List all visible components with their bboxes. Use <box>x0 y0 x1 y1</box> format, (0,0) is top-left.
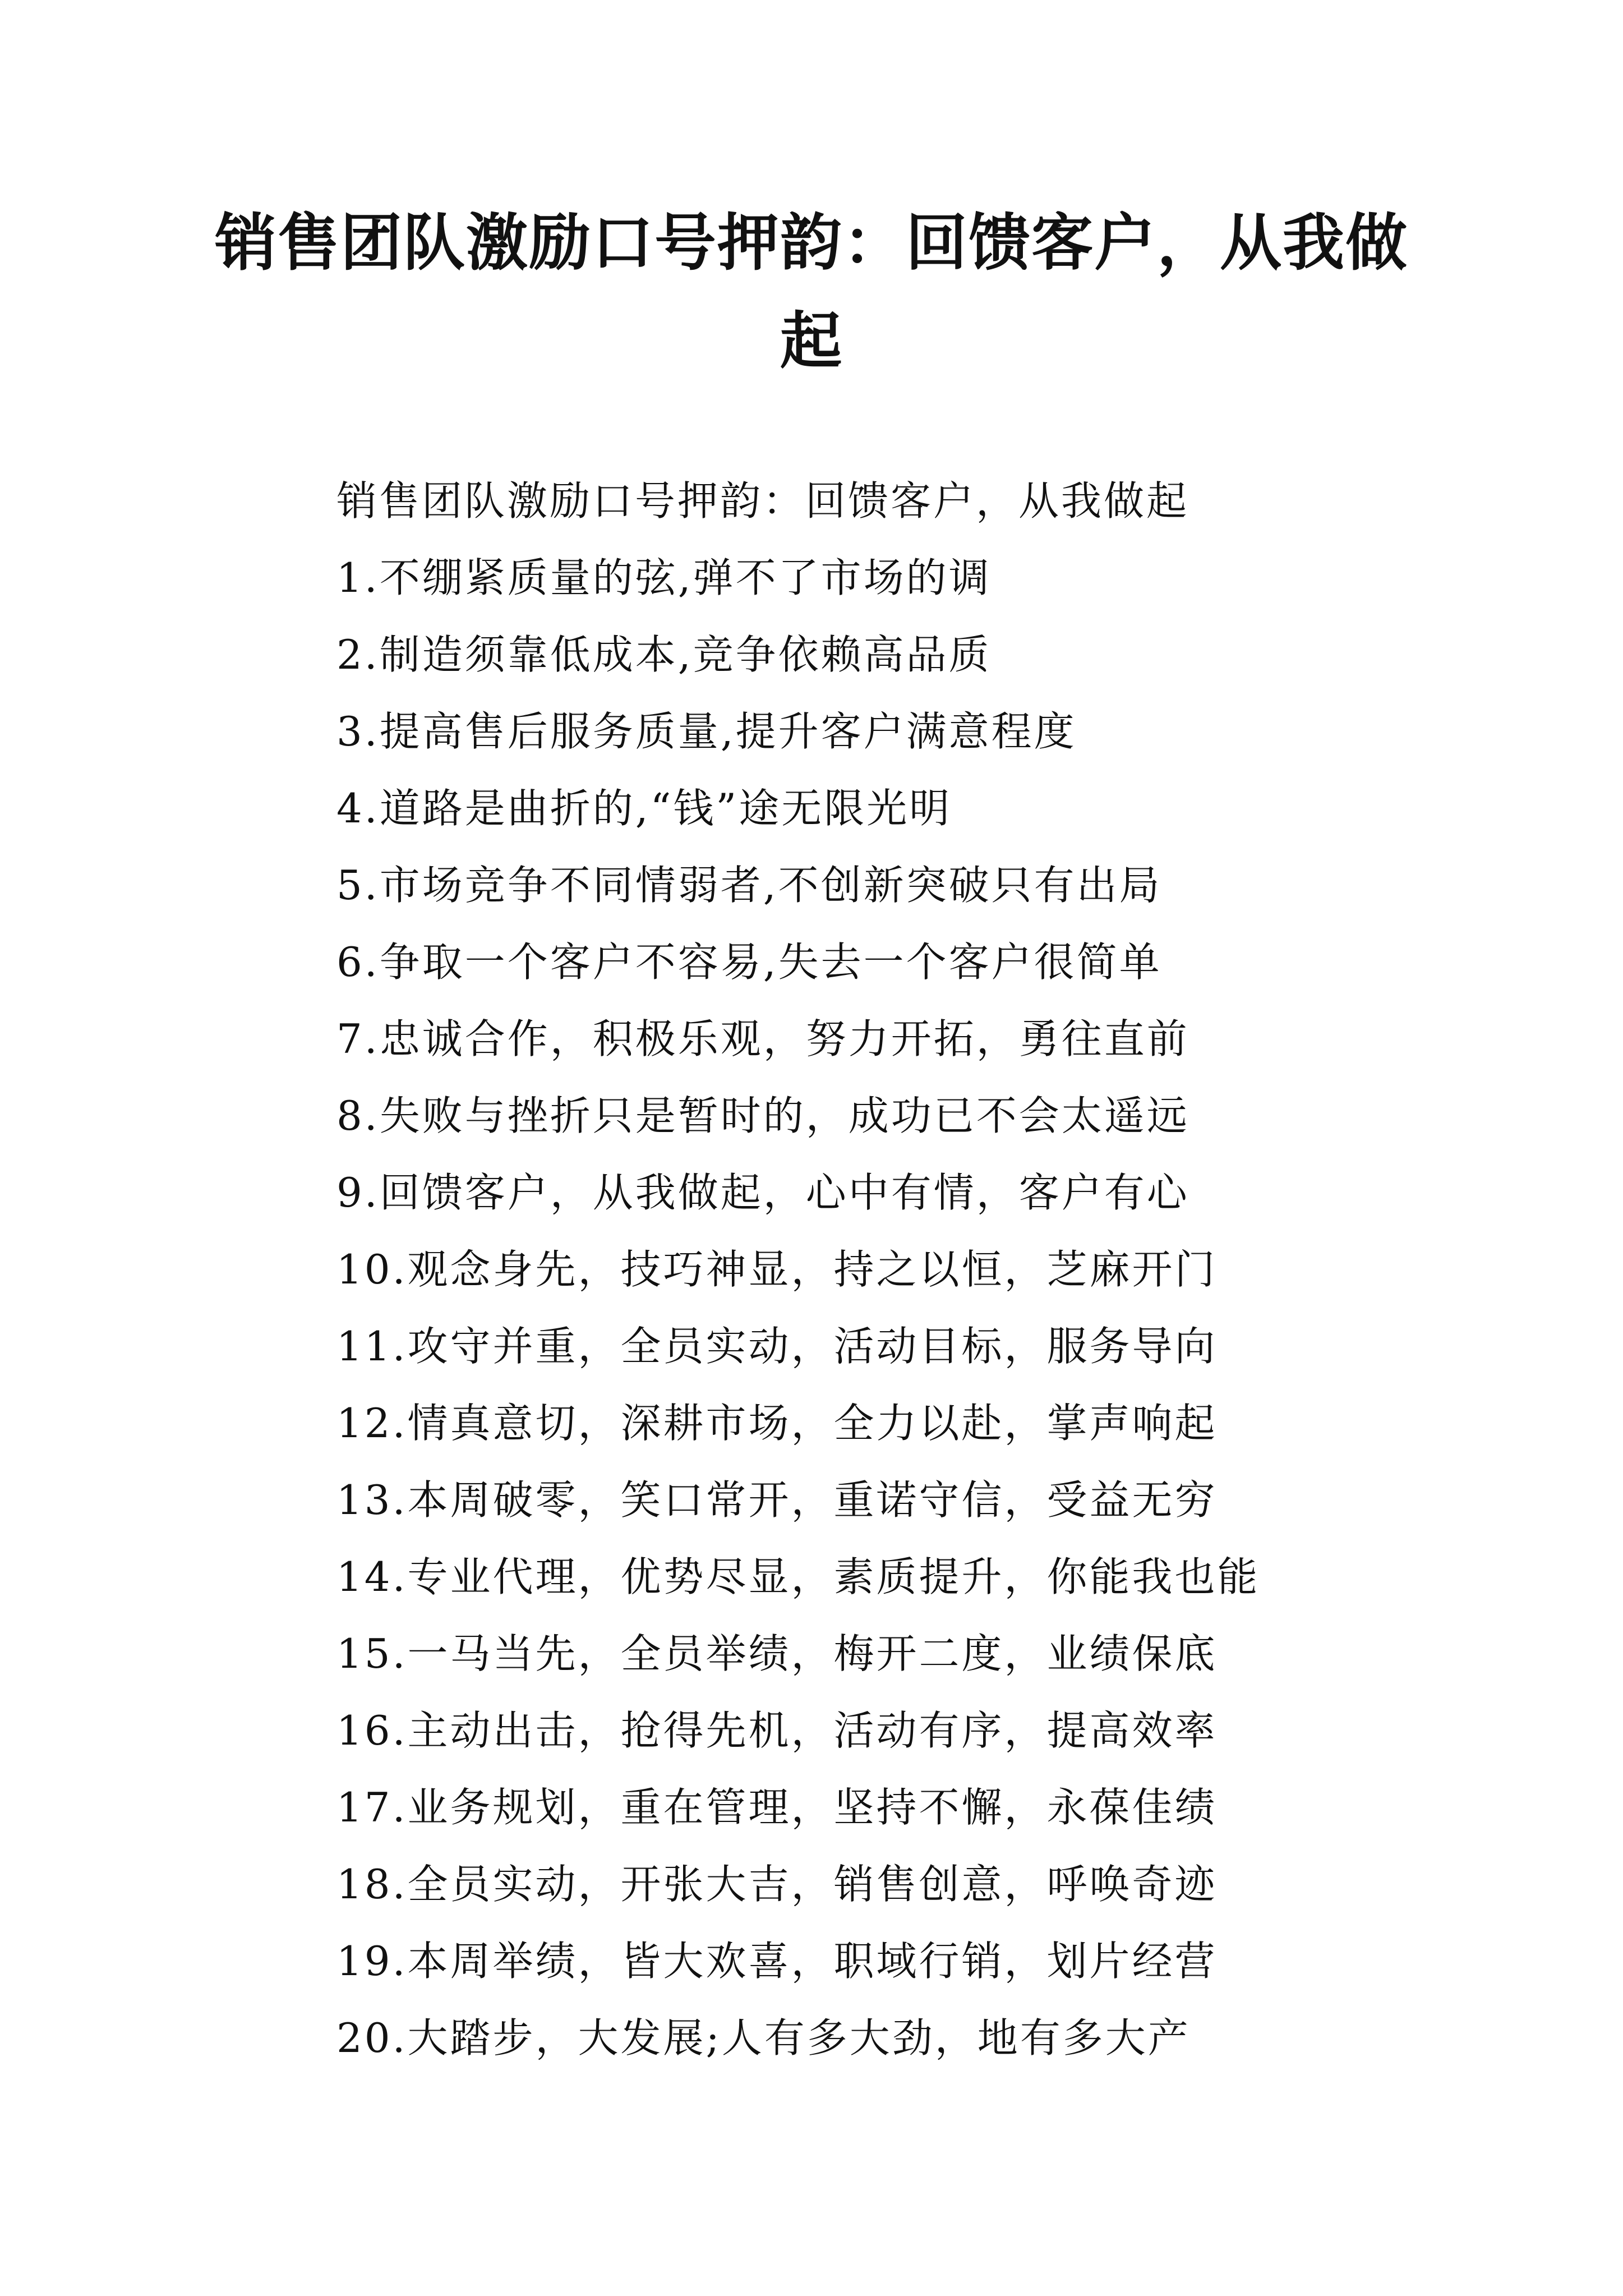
slogan-item: 9.回馈客户，从我做起，心中有情，客户有心 <box>336 1169 1189 1216</box>
slogan-item: 3.提高售后服务质量,提升客户满意程度 <box>336 708 1077 755</box>
document-subtitle: 销售团队激励口号押韵：回馈客户，从我做起 <box>336 477 1189 524</box>
slogan-item: 4.道路是曲折的,“钱”途无限光明 <box>336 785 952 832</box>
slogan-item: 6.争取一个客户不容易,失去一个客户很简单 <box>336 938 1162 986</box>
slogan-item: 13.本周破零，笑口常开，重诺守信，受益无穷 <box>336 1476 1218 1524</box>
slogan-item: 18.全员实动，开张大吉，销售创意，呼唤奇迹 <box>336 1861 1218 1908</box>
slogan-item: 16.主动出击，抢得先机，活动有序，提高效率 <box>336 1707 1218 1754</box>
slogan-item: 2.制造须靠低成本,竞争依赖高品质 <box>336 631 992 678</box>
slogan-item: 1.不绷紧质量的弦,弹不了市场的调 <box>336 554 992 601</box>
slogan-item: 14.专业代理，优势尽显，素质提升，你能我也能 <box>336 1553 1260 1600</box>
slogan-item: 8.失败与挫折只是暂时的，成功已不会太遥远 <box>336 1092 1189 1139</box>
slogan-item: 11.攻守并重，全员实动，活动目标，服务导向 <box>336 1323 1218 1370</box>
slogan-item: 19.本周举绩，皆大欢喜，职域行销，划片经营 <box>336 1938 1218 1985</box>
document-title: 销售团队激励口号押韵：回馈客户，从我做起 <box>215 206 1408 377</box>
slogan-item: 12.情真意切，深耕市场，全力以赴，掌声响起 <box>336 1400 1218 1447</box>
slogan-item: 10.观念身先，技巧神显，持之以恒，芝麻开门 <box>336 1246 1218 1293</box>
slogan-item: 20.大踏步，大发展;人有多大劲，地有多大产 <box>336 2014 1191 2062</box>
slogan-item: 15.一马当先，全员举绩，梅开二度，业绩保底 <box>336 1630 1218 1677</box>
slogan-item: 17.业务规划，重在管理，坚持不懈，永葆佳绩 <box>336 1784 1218 1831</box>
slogan-item: 5.市场竞争不同情弱者,不创新突破只有出局 <box>336 862 1162 909</box>
slogan-item: 7.忠诚合作，积极乐观，努力开拓，勇往直前 <box>336 1015 1189 1062</box>
slogan-list <box>336 463 1486 2077</box>
